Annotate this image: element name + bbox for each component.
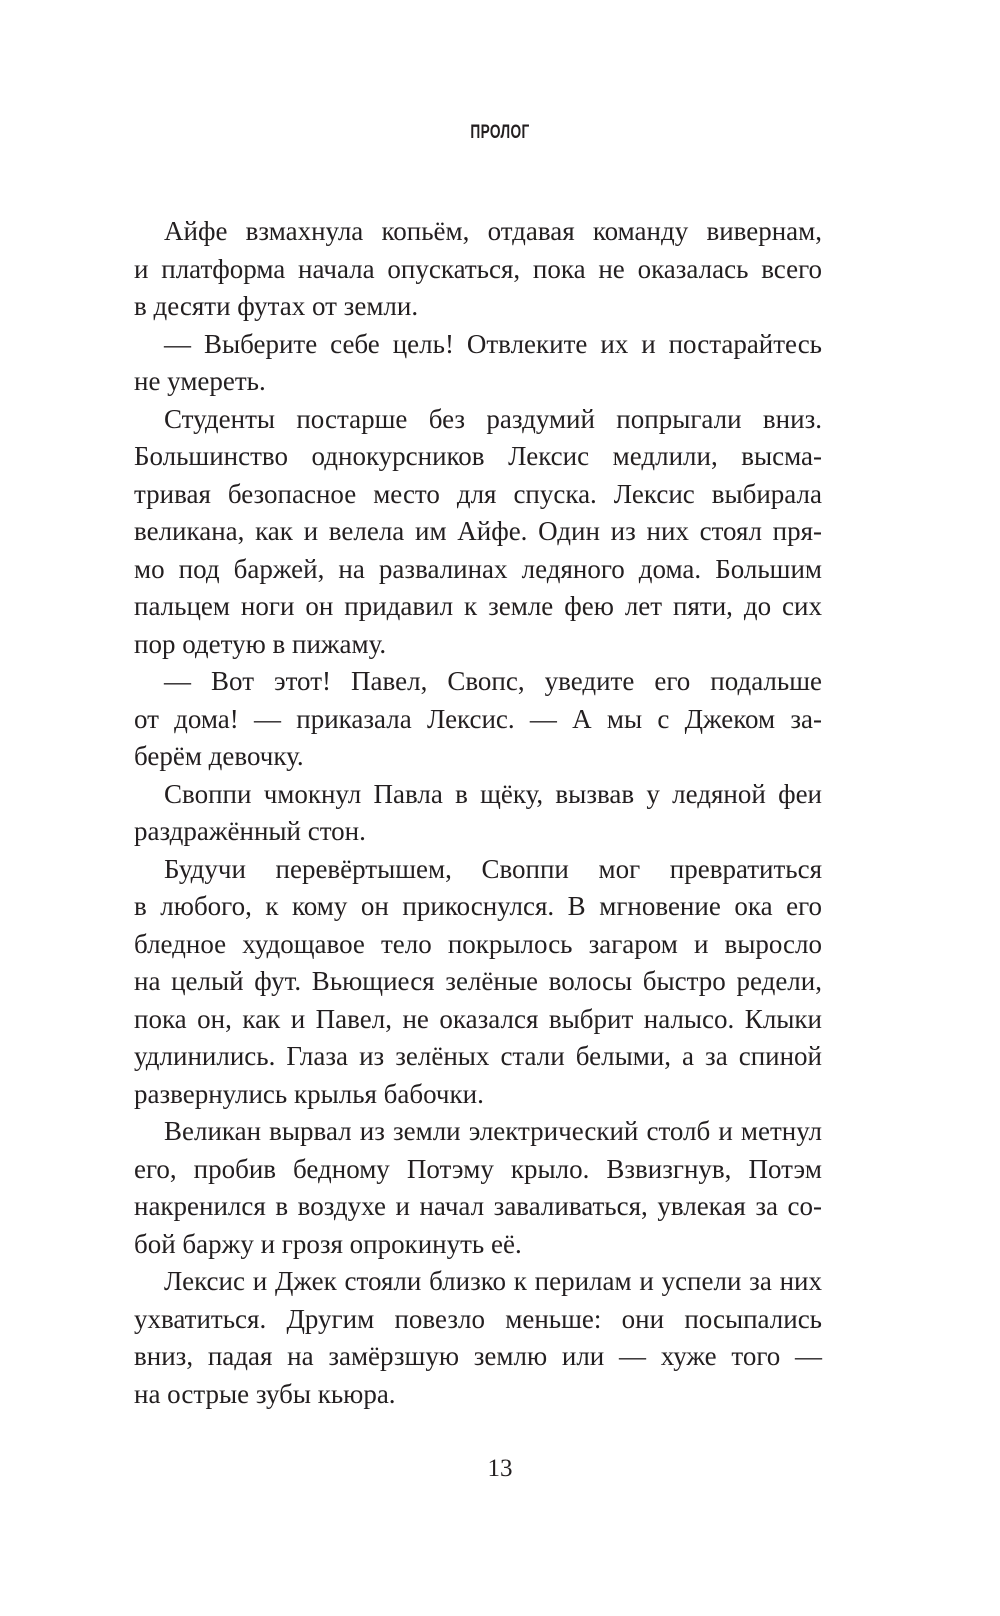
paragraph — [134, 851, 822, 1114]
text-line: в любого, к кому он прикоснулся. В мгновение ока его — [134, 891, 822, 921]
text-line: пальцем ноги он придавил к земле фею лет пяти, до сих — [134, 591, 822, 621]
text-line: развернулись крылья бабочки. — [134, 1078, 484, 1109]
text-line: его, пробив бедному Потэму крыло. Взвизгнув, Потэм — [134, 1153, 822, 1184]
paragraph — [134, 1263, 822, 1413]
text-line: на целый фут. Вьющиеся зелёные волосы быстро редели, — [134, 966, 822, 996]
text-line: удлинились. Глаза из зелёных стали белыми, а за спиной — [134, 1041, 822, 1071]
paragraph — [134, 401, 822, 664]
text-line: от дома! — приказала Лексис. — А мы с Джеком за- — [134, 703, 822, 734]
text-line: и платформа начала опускаться, пока не оказалась всего — [134, 253, 822, 284]
text-line: Будучи перевёртышем, Своппи мог превратиться — [164, 853, 822, 884]
text-line: Айфе взмахнула копьём, отдавая команду вивернам, — [164, 216, 822, 246]
text-line: бледное худощавое тело покрылось загаром и выросло — [134, 928, 822, 959]
text-line: Большинство однокурсников Лексис медлили, высма- — [134, 441, 822, 471]
text-line: великана, как и велела им Айфе. Один из них стоял пря- — [134, 516, 822, 546]
paragraph — [134, 1113, 822, 1263]
text-line: Лексис и Джек стояли близко к перилам и успели за них — [164, 1266, 822, 1296]
paragraph — [134, 213, 822, 326]
text-line: накренился в воздухе и начал заваливаться, увлекая за со- — [134, 1191, 822, 1221]
text-line: не умереть. — [134, 366, 266, 396]
page-number: 13 — [487, 1455, 513, 1482]
chapter-title: ПРОЛОГ — [470, 122, 530, 143]
text-line: на острые зубы кьюра. — [134, 1378, 396, 1409]
paragraph — [134, 326, 822, 401]
text-line: мо под баржей, на развалинах ледяного дома. Большим — [134, 553, 822, 584]
text-line: — Выберите себе цель! Отвлеките их и постарайтесь — [164, 328, 822, 359]
text-line: Своппи чмокнул Павла в щёку, вызвав у ледяной феи — [164, 778, 822, 809]
text-line: берём девочку. — [134, 741, 304, 771]
text-line: тривая безопасное место для спуска. Лексис выбирала — [134, 478, 822, 509]
text-line: Великан вырвал из земли электрический столб и метнул — [164, 1116, 822, 1146]
text-line: — Вот этот! Павел, Свопс, уведите его подальше — [164, 666, 822, 696]
text-line: раздражённый стон. — [134, 816, 366, 846]
text-line: ухватиться. Другим повезло меньше: они посыпались — [134, 1303, 822, 1334]
text-line: в десяти футах от земли. — [134, 291, 419, 321]
text-line: пока он, как и Павел, не оказался выбрит налысо. Клыки — [134, 1003, 822, 1034]
text-line: пор одетую в пижаму. — [134, 628, 387, 659]
text-line: Студенты постарше без раздумий попрыгали вниз. — [164, 403, 822, 434]
text-line: вниз, падая на замёрзшую землю или — хуже того — — [134, 1341, 822, 1371]
text-line: бой баржу и грозя опрокинуть её. — [134, 1228, 522, 1259]
paragraph — [134, 663, 822, 776]
paragraph — [134, 776, 822, 851]
body-text — [134, 213, 822, 1413]
